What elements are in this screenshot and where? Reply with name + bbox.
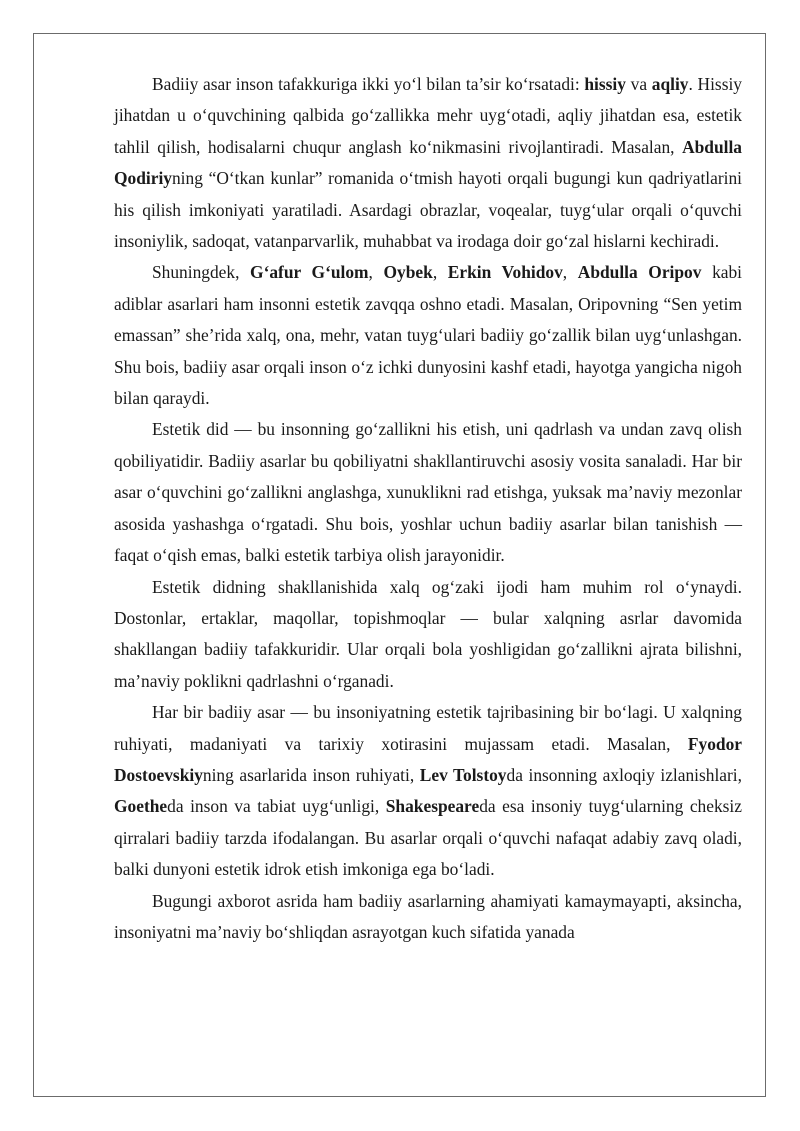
document-body bbox=[114, 69, 742, 948]
bold-text: Abdulla Qodiriy bbox=[114, 136, 742, 189]
text-run: Har bir badiiy asar — bu insoniyatning estetik tajribasining bir bo‘lagi. U xalqning ruhiyati, madaniyati va tarixiy xotirasini mujassam etadi. Masalan, bbox=[114, 702, 742, 754]
text-run: Estetik did — bu insonning go‘zallikni his etish, uni qadrlash va undan zavq olish qobiliyatidir. Badiiy asarlar bu qobiliyatni shakllantiruvchi asosiy vosita sanaladi. Har bir asar o‘quvchini go‘zallikni anglashga, xunuklikni rad etishga, yuksak ma’naviy mezonlar asosida yashashga o‘rgatadi. Shu bois, yoshlar uchun badiiy asarlar bilan tanishish — faqat o‘qish emas, balki estetik tarbiya olish jarayonidir. bbox=[114, 419, 742, 566]
text-run: Badiiy asar inson tafakkuriga ikki yo‘l bilan ta’sir ko‘rsatadi: bbox=[152, 74, 585, 94]
text-run: da inson va tabiat uyg‘unligi, bbox=[167, 796, 386, 817]
text-run: ning asarlarida inson ruhiyati, bbox=[202, 764, 420, 785]
bold-text: Lev Tolstoy bbox=[419, 764, 507, 785]
bold-text: hissiy bbox=[584, 74, 626, 94]
paragraph-6 bbox=[114, 886, 742, 949]
text-run: Estetik didning shakllanishida xalq og‘zaki ijodi ham muhim rol o‘ynaydi. Dostonlar, ertaklar, maqollar, topishmoqlar — bular xalqning asrlar davomida shakllangan badiiy tafakkuridir. Ular orqali bola yoshligidan go‘zallikni ajrata bilishni, ma’naviy poklikni qadrlashni o‘rganadi. bbox=[114, 576, 742, 691]
paragraph-1 bbox=[114, 69, 742, 257]
paragraph-2 bbox=[114, 257, 742, 414]
bold-text: Goethe bbox=[114, 796, 168, 817]
bold-text: Abdulla Oripov bbox=[577, 262, 702, 283]
bold-text: G‘afur G‘ulom bbox=[250, 262, 369, 283]
bold-text: Shakespeare bbox=[385, 796, 480, 817]
text-run: va bbox=[625, 74, 652, 94]
text-run: da insonning axloqiy izlanishlari, bbox=[506, 764, 742, 785]
text-run: , bbox=[562, 262, 578, 283]
text-run: , bbox=[368, 262, 384, 283]
paragraph-3 bbox=[114, 414, 742, 571]
text-run: Bugungi axborot asrida ham badiiy asarlarning ahamiyati kamaymayapti, aksincha, insoniyatni ma’naviy bo‘shliqdan asrayotgan kuch sifatida yanada bbox=[114, 890, 742, 942]
paragraph-4 bbox=[114, 572, 742, 698]
text-run: , bbox=[432, 262, 448, 283]
text-run: . Hissiy jihatdan u o‘quvchining qalbida go‘zallikka mehr uyg‘otadi, aqliy jihatdan esa, estetik tahlil qilish, hodisalarni chuqur anglash ko‘nikmasini rivojlantiradi. Masalan, bbox=[114, 74, 742, 157]
text-run: kabi adiblar asarlari ham insonni estetik zavqqa oshno etadi. Masalan, Oripovning “Sen yetim emassan” she’rida xalq, ona, mehr, vatan tuyg‘ulari badiiy go‘zallik bilan uyg‘unlashgan. Shu bois, badiiy asar orqali inson o‘z ichki dunyosini kashf etadi, hayotga yangicha nigoh bilan qaraydi. bbox=[114, 262, 743, 409]
bold-text: aqliy bbox=[651, 74, 689, 94]
paragraph-5 bbox=[114, 697, 742, 885]
text-run: da esa insoniy tuyg‘ularning cheksiz qirralari badiiy tarzda ifodalangan. Bu asarlar orqali o‘quvchi nafaqat adabiy zavq oladi, balki dunyoni estetik idrok etish imkoniga ega bo‘ladi. bbox=[114, 796, 742, 880]
text-run: ning “O‘tkan kunlar” romanida o‘tmish hayoti orqali bugungi kun qadriyatlarini his qilish imkoniyati yaratiladi. Asardagi obrazlar, voqealar, tuyg‘ular orqali o‘quvchi insoniylik, sadoqat, vatanparvarlik, muhabbat va irodaga doir go‘zal hislarni kechiradi. bbox=[114, 168, 742, 252]
bold-text: Oybek bbox=[383, 262, 433, 283]
text-run: Shuningdek, bbox=[152, 262, 251, 283]
bold-text: Fyodor Dostoevskiy bbox=[114, 733, 742, 785]
bold-text: Erkin Vohidov bbox=[447, 262, 563, 283]
